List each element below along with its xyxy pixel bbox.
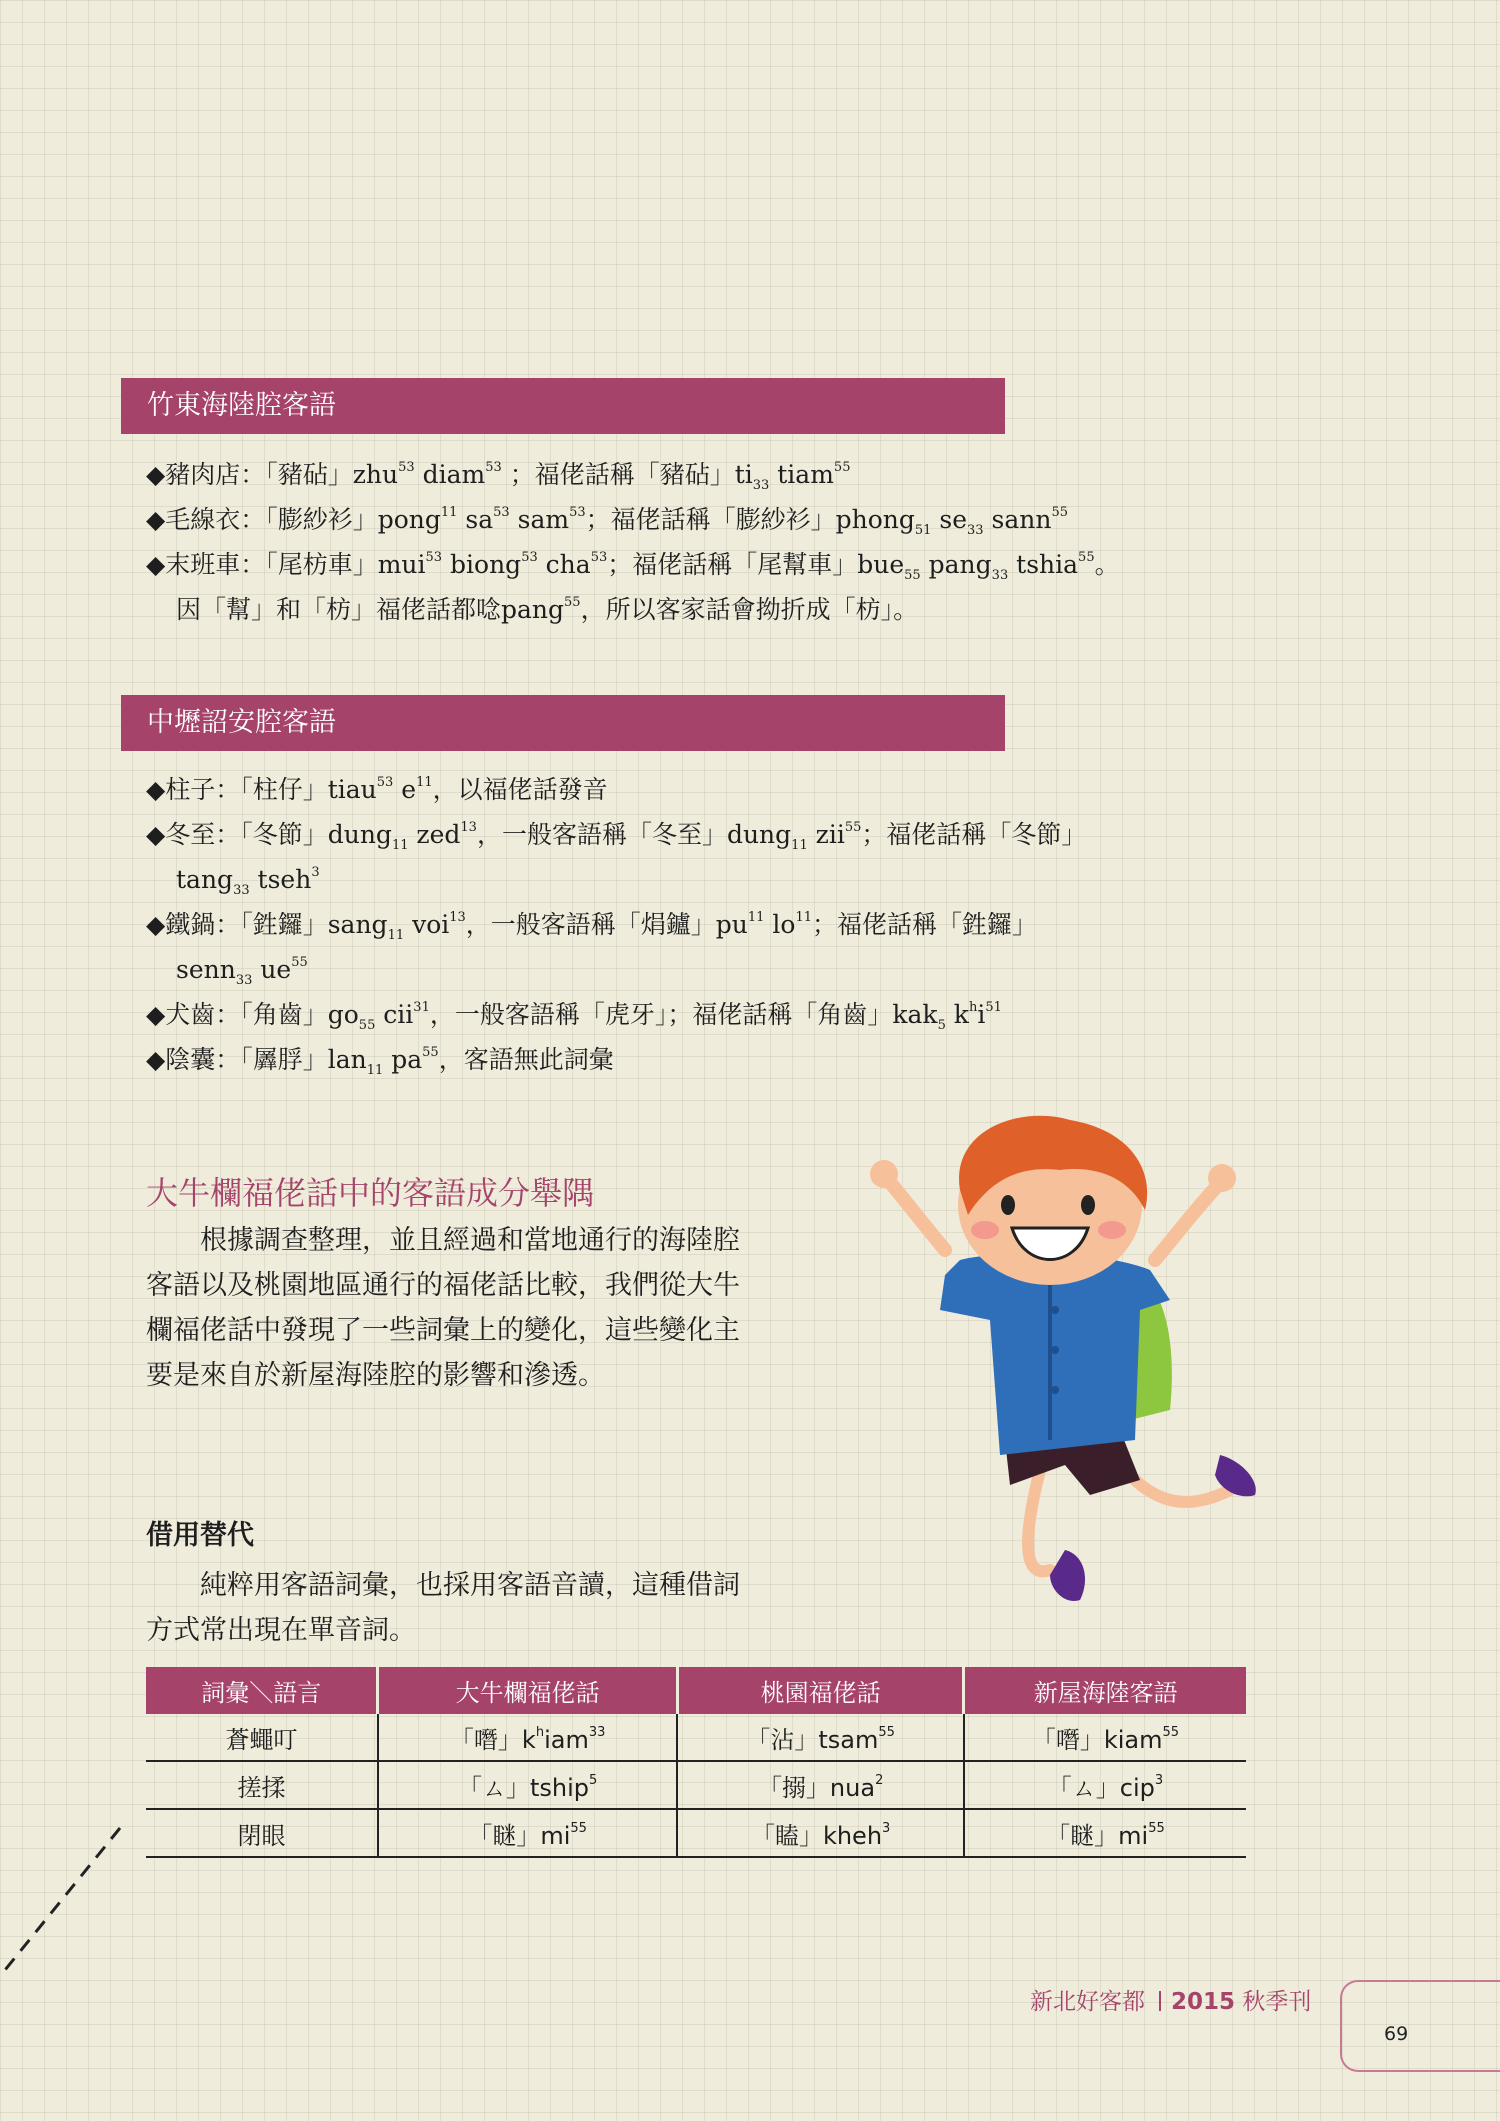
entry-last-bus-note: 因「幫」和「枋」福佬話都唸pang$^{55}$，所以客家話會拗折成「枋」。 [176, 595, 919, 624]
cheering-boy-illustration [850, 1110, 1280, 1630]
entry-pork-shop: ◆豬肉店：「豬砧」zhu$^{53}$ diam$^{53}$ ；福佬話稱「豬砧」$ti_{33}$ tiam$^{55}$ [146, 460, 851, 493]
table-cell: 「ㄙ」cip$^3$ [964, 1761, 1246, 1809]
table-cell: 「沾」tsam$^{55}$ [677, 1714, 963, 1761]
header-xinwu: 新屋海陸客語 [964, 1667, 1246, 1714]
table-cell: 「ㄙ」tship$^5$ [378, 1761, 677, 1809]
footer-brand: 新北好客都 [1030, 1989, 1145, 2015]
entry-scrotum: ◆陰囊：「羼脬」lan$_{11}$ $pa^{55}$，客語無此詞彙 [146, 1045, 614, 1078]
table-cell: 「搦」nua$^2$ [677, 1761, 963, 1809]
page-number: 69 [1384, 2023, 1409, 2045]
table-row [146, 1714, 1246, 1761]
table-cell: 「瞇」$mi^{55}$ [964, 1809, 1246, 1857]
vocabulary-table [146, 1667, 1246, 1858]
table-cell-word: 蒼蠅叮 [146, 1714, 378, 1761]
entry-winter-solstice: ◆冬至：「冬節」dung$_{11}$ zed$^{13}$，一般客語稱「冬至」dung$_{11}$ zii$^{55}$；福佬話稱「冬節」 [146, 820, 1087, 853]
dashed-line-decoration [0, 1820, 130, 1980]
subheading-borrowing: 借用替代 [146, 1520, 254, 1551]
table-cell-word: 閉眼 [146, 1809, 378, 1857]
page-number-tab [1340, 1980, 1500, 2072]
table-header-row [146, 1667, 1246, 1714]
entry-iron-pot-cont: senn$_{33}$ $ue^{55}$ [176, 955, 308, 988]
table-row [146, 1809, 1246, 1857]
footer-publication [1030, 1983, 1311, 2016]
section-title-zhudong: 竹東海陸腔客語 [121, 378, 1005, 434]
borrowing-paragraph: 純粹用客語詞彙，也採用客語音讀，這種借詞 方式常出現在單音詞。 [146, 1570, 740, 1646]
entry-winter-solstice-cont: tang$_{33}$ tseh$^3$ [176, 865, 320, 898]
header-vocabulary: 詞彙＼語言 [146, 1667, 378, 1714]
table-cell: 「噆」$k^hiam^{33}$ [378, 1714, 677, 1761]
entry-last-bus: ◆末班車：「尾枋車」mui$^{53}$ biong$^{53}$ cha$^{53}$；福佬話稱「尾幫車」bue$_{55}$ pang$_{33}$ tshia$^{55}$。 [146, 550, 1120, 583]
entry-sweater: ◆毛線衣：「膨紗衫」pong$^{11}$ $sa^{53}$ sam$^{53}$；福佬話稱「膨紗衫」phong$_{51}$ $se_{33}$ sann$^{55}$ [146, 505, 1068, 538]
article-paragraph: 根據調查整理，並且經過和當地通行的海陸腔 客語以及桃園地區通行的福佬話比較，我們從大牛 欄福佬話中發現了一些詞彙上的變化，這些變化主 要是來自於新屋海陸腔的影響和滲透。 [146, 1225, 740, 1391]
footer-year: 2015 [1171, 1989, 1236, 2015]
table-cell: 「瞌」kheh$^3$ [677, 1809, 963, 1857]
table-cell-word: 搓揉 [146, 1761, 378, 1809]
table-cell: 「瞇」$mi^{55}$ [378, 1809, 677, 1857]
entry-pillar: ◆柱子：「柱仔」tiau$^{53}$ $e^{11}$，以福佬話發音 [146, 775, 608, 804]
table-cell: 「噆」kiam$^{55}$ [964, 1714, 1246, 1761]
footer-separator [1159, 1991, 1161, 2011]
footer-season: 秋季刊 [1242, 1989, 1312, 2015]
entry-iron-pot: ◆鐵鍋：「鉎鑼」sang$_{11}$ voi$^{13}$，一般客語稱「焆鑪」$pu^{11}$ $lo^{11}$；福佬話稱「鉎鑼」 [146, 910, 1038, 943]
section-title-zhongli: 中壢詔安腔客語 [121, 695, 1005, 751]
article-heading: 大牛欄福佬話中的客語成分舉隅 [146, 1174, 595, 1212]
header-taoyuan: 桃園福佬話 [677, 1667, 963, 1714]
header-daniulan: 大牛欄福佬話 [378, 1667, 677, 1714]
table-row [146, 1761, 1246, 1809]
entry-canine-tooth: ◆犬齒：「角齒」$go_{55}$ cii$^{31}$，一般客語稱「虎牙」；福佬話稱「角齒」kak$_5$ $k^hi^{51}$ [146, 1000, 1002, 1033]
